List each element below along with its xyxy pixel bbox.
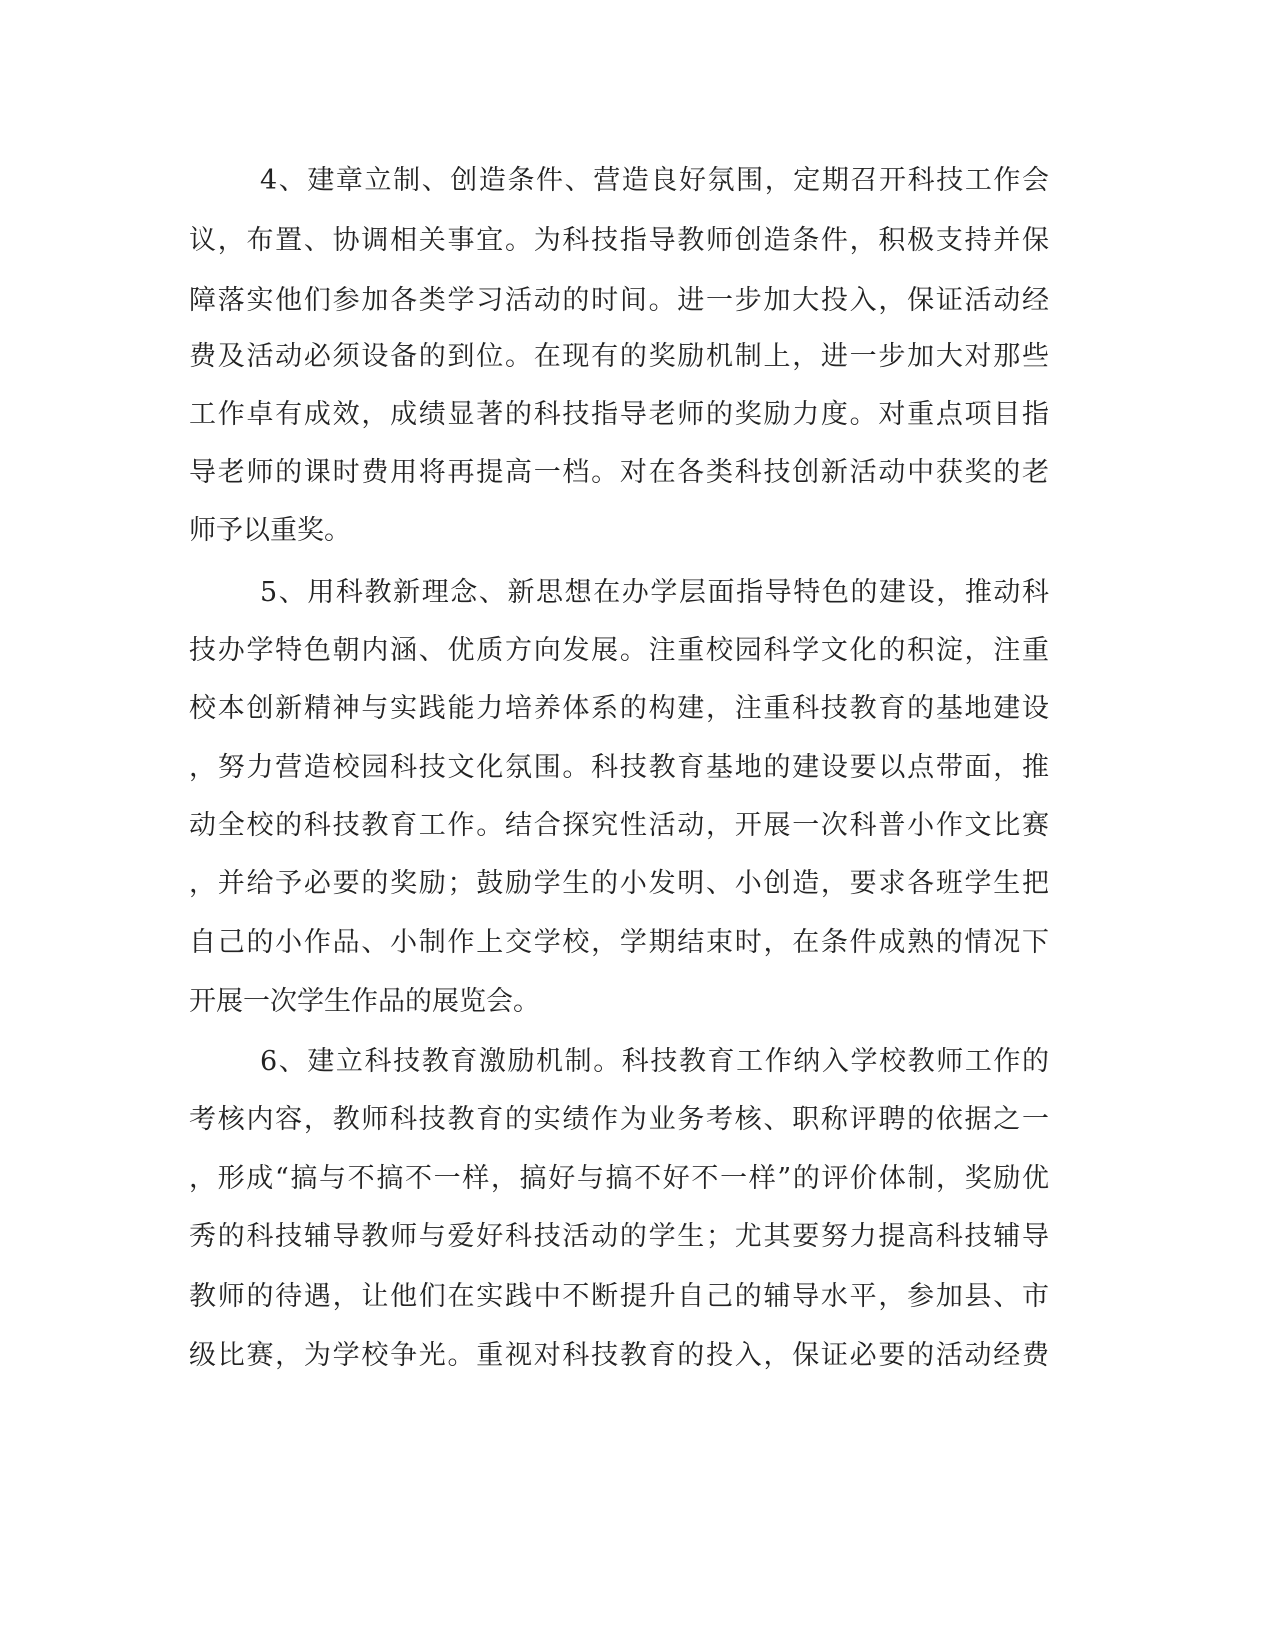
paragraph-3-line-6: 级比赛，为学校争光。重视对科技教育的投入，保证必要的活动经费 [189,1340,1049,1371]
paragraph-1-line-7: 师予以重奖。 [189,515,351,546]
paragraph-3-line-3: ，形成“搞与不搞不一样，搞好与搞不好不一样”的评价体制，奖励优 [189,1163,1049,1194]
paragraph-2-line-2: 技办学特色朝内涵、优质方向发展。注重校园科学文化的积淀，注重 [189,635,1049,666]
paragraph-2-line-6: ，并给予必要的奖励；鼓励学生的小发明、小创造，要求各班学生把 [189,868,1049,899]
paragraph-2-line-4: ，努力营造校园科技文化氛围。科技教育基地的建设要以点带面，推 [189,752,1049,783]
paragraph-3-line-4: 秀的科技辅导教师与爱好科技活动的学生；尤其要努力提高科技辅导 [189,1221,1049,1252]
paragraph-2-line-5: 动全校的科技教育工作。结合探究性活动，开展一次科普小作文比赛 [189,810,1049,841]
paragraph-2-line-7: 自己的小作品、小制作上交学校，学期结束时，在条件成熟的情况下 [189,927,1049,958]
paragraph-1-line-1: 4、建章立制、创造条件、营造良好氛围，定期召开科技工作会 [260,165,1049,196]
paragraph-1-line-4: 费及活动必须设备的到位。在现有的奖励机制上，进一步加大对那些 [189,341,1049,372]
paragraph-2-line-3: 校本创新精神与实践能力培养体系的构建，注重科技教育的基地建设 [189,693,1049,724]
paragraph-1-line-3: 障落实他们参加各类学习活动的时间。进一步加大投入，保证活动经 [189,285,1049,316]
paragraph-1-line-5: 工作卓有成效，成绩显著的科技指导老师的奖励力度。对重点项目指 [189,399,1049,430]
paragraph-1-line-2: 议，布置、协调相关事宜。为科技指导教师创造条件，积极支持并保 [189,225,1049,256]
paragraph-2-line-1: 5、用科教新理念、新思想在办学层面指导特色的建设，推动科 [260,577,1049,608]
paragraph-2-line-8: 开展一次学生作品的展览会。 [189,986,540,1017]
paragraph-1-line-6: 导老师的课时费用将再提高一档。对在各类科技创新活动中获奖的老 [189,457,1049,488]
paragraph-3-line-1: 6、建立科技教育激励机制。科技教育工作纳入学校教师工作的 [260,1046,1049,1077]
paragraph-3-line-2: 考核内容，教师科技教育的实绩作为业务考核、职称评聘的依据之一 [189,1104,1049,1135]
paragraph-3-line-5: 教师的待遇，让他们在实践中不断提升自己的辅导水平，参加县、市 [189,1281,1049,1312]
